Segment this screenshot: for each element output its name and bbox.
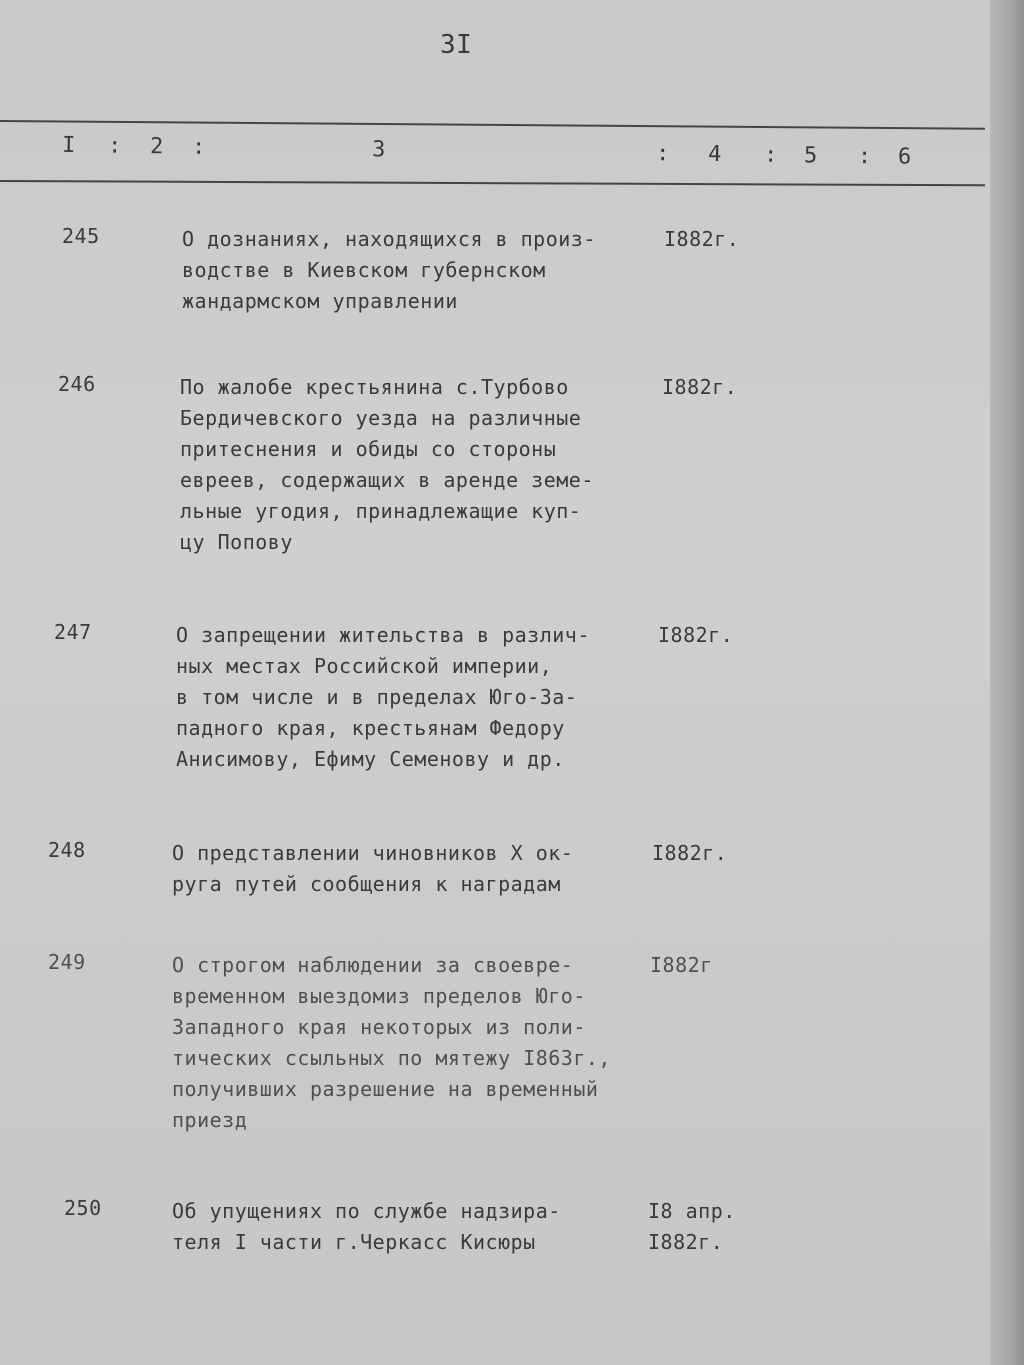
- entry-title: [176, 620, 656, 775]
- entry-date: [664, 224, 739, 255]
- column-header-1: I: [61, 132, 77, 159]
- column-header-2: 2: [149, 134, 165, 160]
- entry-title-line: руга путей сообщения к наградам: [172, 872, 561, 896]
- entry-date: [658, 620, 733, 651]
- entry-title-line: жандармском управлении: [182, 289, 458, 313]
- column-header-row: [0, 132, 990, 186]
- entry-date: [650, 950, 713, 981]
- header-top-rule: [0, 120, 985, 130]
- entry-title: [172, 838, 652, 900]
- entry-title-line: цу Попову: [180, 530, 293, 554]
- entry-title: [172, 950, 652, 1136]
- entry-title-line: в том числе и в пределах Юго-За-: [176, 685, 578, 709]
- entry-title-line: Бердичевского уезда на различные: [180, 406, 582, 430]
- entry-date-line: I882г.: [662, 375, 738, 399]
- entry-number: 245: [62, 224, 100, 248]
- entry-title-line: О дознаниях, находящихся в произ-: [182, 227, 596, 251]
- entry-title-line: притеснения и обиды со стороны: [180, 437, 557, 461]
- entry-title-line: Анисимову, Ефиму Семенову и др.: [176, 747, 565, 771]
- entry-title: [182, 224, 662, 317]
- entry-title-line: По жалобе крестьянина с.Турбово: [180, 375, 569, 399]
- entry-date-line: I882г.: [658, 623, 734, 647]
- entry-title-line: евреев, содержащих в аренде земе-: [180, 468, 594, 492]
- entry-title-line: водстве в Киевском губернском: [182, 258, 546, 282]
- entry-number: 250: [64, 1196, 102, 1220]
- column-separator: :: [763, 142, 778, 168]
- column-header-4: 4: [707, 141, 722, 168]
- entry-number: 249: [48, 950, 86, 974]
- entry-title-line: ных местах Российской империи,: [176, 654, 553, 678]
- column-separator: :: [655, 141, 670, 167]
- entry-title-line: О представлении чиновников X ок-: [172, 841, 574, 865]
- entry-title-line: приезд: [172, 1108, 248, 1132]
- entry-title-line: получивших разрешение на временный: [172, 1077, 599, 1101]
- entry-title-line: Об упущениях по службе надзира-: [172, 1199, 561, 1223]
- entry-date: [648, 1196, 736, 1258]
- entry-number: 246: [58, 372, 96, 396]
- entry-title: [180, 372, 660, 558]
- column-separator: :: [857, 143, 872, 170]
- entry-title: [172, 1196, 652, 1258]
- entry-title-line: временном выездомиз пределов Юго-: [172, 984, 586, 1008]
- entry-title-line: О строгом наблюдении за своевре-: [172, 953, 574, 977]
- entry-title-line: теля I части г.Черкасс Кисюры: [172, 1230, 536, 1254]
- entry-date-line: I882г: [650, 953, 713, 977]
- entry-date-line: I882г.: [648, 1230, 724, 1254]
- page-number: 3I: [440, 30, 473, 60]
- entry-title-line: падного края, крестьянам Федору: [176, 716, 565, 740]
- column-separator: :: [191, 134, 207, 160]
- entry-date: [652, 838, 727, 869]
- entry-date-line: I8 апр.: [648, 1199, 736, 1223]
- column-header-6: 6: [897, 144, 912, 170]
- entry-title-line: тических ссыльных по мятежу I863г.,: [172, 1046, 611, 1070]
- entry-date: [662, 372, 737, 403]
- column-separator: :: [107, 133, 123, 159]
- entry-title-line: О запрещении жительства в различ-: [176, 623, 590, 647]
- entry-number: 247: [54, 620, 92, 644]
- column-header-3: 3: [371, 137, 386, 163]
- entry-date-line: I882г.: [652, 841, 728, 865]
- page-edge-shadow: [990, 0, 1024, 1365]
- entry-title-line: Западного края некоторых из поли-: [172, 1015, 586, 1039]
- entry-title-line: льные угодия, принадлежащие куп-: [180, 499, 582, 523]
- entry-date-line: I882г.: [664, 227, 740, 251]
- entry-number: 248: [48, 838, 86, 862]
- column-header-5: 5: [803, 143, 818, 169]
